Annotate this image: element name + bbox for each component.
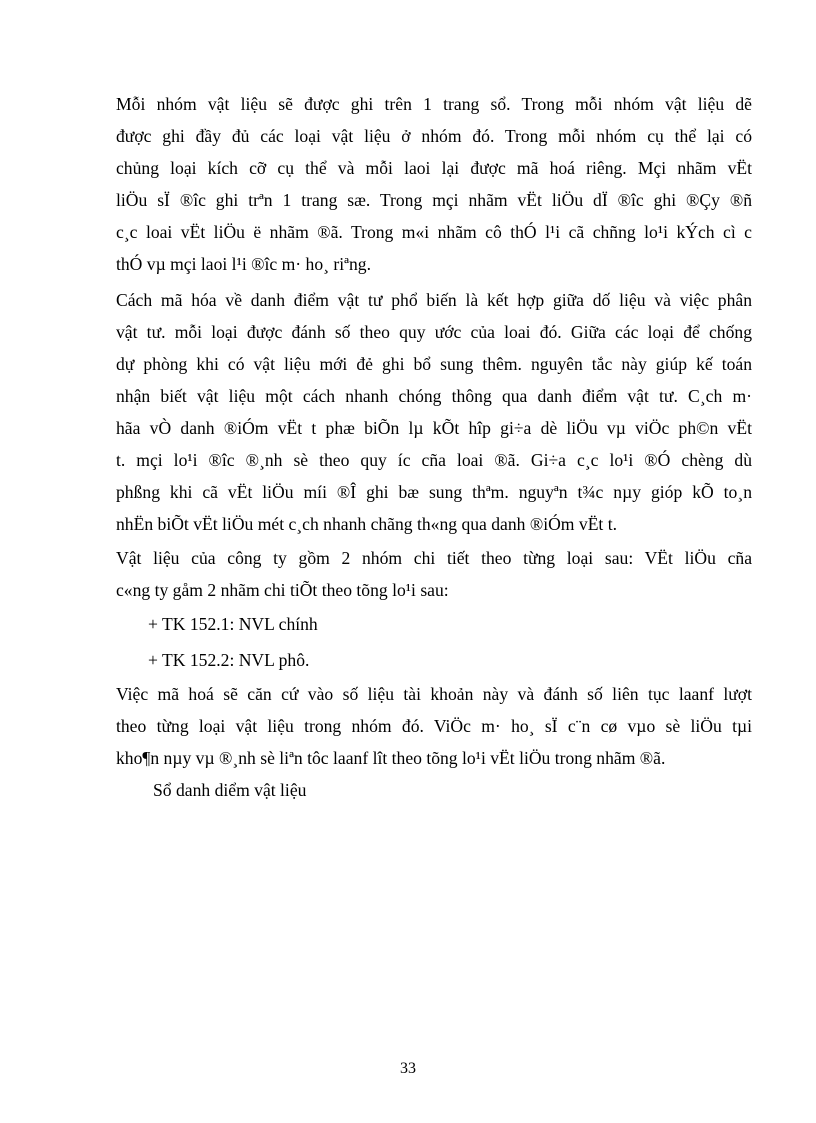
text-line: Việc mã hoá sẽ căn cứ vào số liệu tài khoản này và đánh số liên tục laanf lượt	[116, 684, 752, 704]
text-line: nhËn biÕt vËt liÖu mét c¸ch nhanh chãng th«ng qua danh ®iÓm vËt t.	[116, 514, 618, 534]
text-line: Mỗi nhóm vật liệu sẽ được ghi trên 1 trang sổ. Trong mỗi nhóm vật liệu dẽ	[116, 94, 752, 114]
text-line: hãa vÒ danh ®iÓm vËt t phæ biÕn lµ kÕt hîp gi÷a dè liÖu vµ viÖc ph©n vËt	[116, 418, 752, 438]
text-line: theo từng loại vật liệu trong nhóm đó. ViÖc m· ho¸ sÏ c¨n cø vµo sè liÖu tµi	[116, 716, 752, 736]
text-line: c¸c loai vËt liÖu ë nhãm ®ã. Trong m«i nhãm cô thÓ l¹i cã chñng lo¹i kÝch cì c	[116, 222, 752, 242]
text-line: kho¶n nµy vµ ®¸nh sè liªn tôc laanf lît theo tõng lo¹i vËt liÖu trong nhãm ®ã.	[116, 748, 666, 768]
text-line: Cách mã hóa về danh điểm vật tư phổ biến là kết hợp giữa dố liệu và việc phân	[116, 290, 752, 310]
section-heading: Sổ danh diểm vật liệu	[153, 780, 307, 800]
account-item: + TK 152.1: NVL chính	[148, 614, 318, 634]
text-line: thÓ vµ mçi laoi l¹i ®îc m· ho¸ riªng.	[116, 254, 371, 274]
text-line: c«ng ty gåm 2 nhãm chi tiÕt theo tõng lo¹i sau:	[116, 580, 449, 600]
text-line: t. mçi lo¹i ®îc ®¸nh sè theo quy íc cña loai ®ã. Gi÷a c¸c lo¹i ®Ó chèng dù	[116, 450, 752, 470]
text-line: liÖu sÏ ®îc ghi trªn 1 trang sæ. Trong mçi nhãm vËt liÖu dÏ ®îc ghi ®Çy ®ñ	[116, 190, 752, 210]
text-line: nhận biết vật liệu một cách nhanh chóng thông qua danh điểm vật tư. C¸ch m·	[116, 386, 752, 406]
text-line: được ghi đầy đủ các loại vật liệu ở nhóm đó. Trong mỗi nhóm cụ thể lại có	[116, 126, 752, 146]
page-number: 33	[400, 1060, 416, 1077]
text-line: vật tư. mỗi loại được đánh số theo quy ước của loai đó. Giữa các loại để chống	[116, 322, 752, 342]
text-line: dự phòng khi có vật liệu mới đẻ ghi bổ sung thêm. nguyên tắc này giúp kế toán	[116, 354, 752, 374]
account-item: + TK 152.2: NVL phô.	[148, 650, 310, 670]
text-line: chủng loại kích cỡ cụ thể và mỗi laoi lại được mã hoá riêng. Mçi nhãm vËt	[116, 158, 752, 178]
text-line: phßng khi cã vËt liÖu míi ®Î ghi bæ sung thªm. nguyªn t¾c nµy gióp kÕ to¸n	[116, 482, 752, 502]
text-line: Vật liệu của công ty gồm 2 nhóm chi tiết theo từng loại sau: VËt liÖu cña	[116, 548, 752, 568]
